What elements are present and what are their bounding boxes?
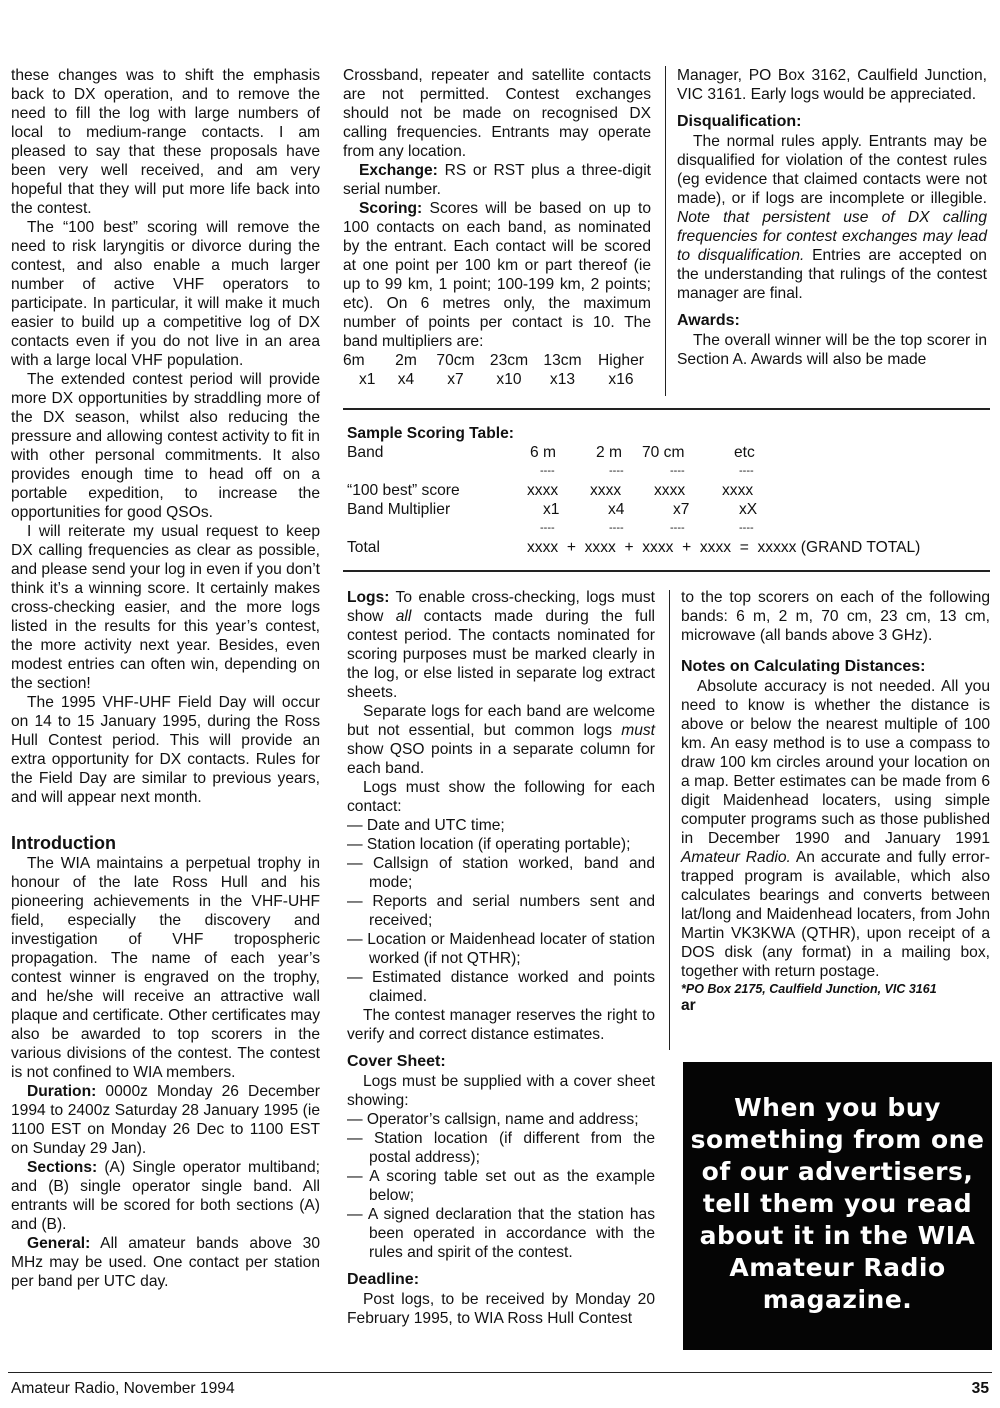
paragraph: The 1995 VHF-UHF Field Day will occur on 14 to 15 January 1995, during the Ross Hull Contest period. This will provide an extra opportunity for DX contacts. Rules for the Field Day are similar to previous years, and will appear next month. <box>11 694 320 806</box>
table-cell: 6 m <box>530 444 556 461</box>
page-number: 35 <box>971 1380 989 1397</box>
list-item: — A signed declaration that the station has been operated in accordance with the rules and spirit of the contest. <box>347 1206 655 1261</box>
ad-line: tell them you read <box>702 1189 973 1218</box>
column-divider <box>665 66 666 396</box>
text: contacts made during the full contest period. The contacts nominated for scoring purposes must be marked clearly in the log, or else listed in separate log extract sheets. <box>347 608 655 701</box>
column-3-top <box>677 66 987 369</box>
paragraph: Manager, PO Box 3162, Caulfield Junction, VIC 3161. Early logs would be appreciated. <box>677 67 987 103</box>
section-heading-disqualification: Disqualification: <box>677 113 802 130</box>
emphasis-text: Note that persistent use of DX calling frequencies for contest exchanges may lead to disqualification. <box>677 209 987 264</box>
multipliers-row <box>343 370 651 389</box>
paragraph-duration <box>11 1082 320 1158</box>
advertisement-box <box>683 1062 992 1350</box>
paragraph: The contest manager reserves the right to verify and correct distance estimates. <box>347 1007 655 1043</box>
section-heading-introduction: Introduction <box>11 833 116 853</box>
emphasis-text: must <box>621 722 655 739</box>
table-cell: etc <box>734 444 755 461</box>
paragraph-scoring <box>343 199 651 351</box>
table-cell: Band Multiplier <box>347 501 451 518</box>
table-cell: Band <box>347 444 384 461</box>
column-2-bottom <box>347 588 655 1328</box>
paragraph: Logs must be supplied with a cover sheet showing: <box>347 1073 655 1109</box>
ad-line: magazine. <box>762 1285 913 1314</box>
multiplier: x16 <box>608 371 634 388</box>
text: An accurate and fully error-trapped program is available, which also calculates bearings and converts between lat/long and Maidenhead locaters, from John Martin VK3KWA (QTHR), upon receipt of a DOS disk (any format) in a mailing box, together with return postage. <box>681 849 990 980</box>
list-item: — Reports and serial numbers sent and received; <box>347 893 655 929</box>
label: Scoring: <box>359 200 423 217</box>
text: 0000z Monday 26 December 1994 to 2400z Saturday 28 January 1995 (ie 1100 EST on Monday 26 Dec to 1100 EST on Sunday 29 Jan). <box>11 1083 320 1157</box>
section-heading-cover-sheet: Cover Sheet: <box>347 1053 446 1070</box>
paragraph-sections <box>11 1158 320 1234</box>
text: Entries are accepted on the understanding that rulings of the contest manager are final. <box>677 247 987 302</box>
text: To enable cross-checking, logs must show <box>347 589 655 625</box>
text: Scores will be based on up to 100 contacts on each band, as nominated by the entrant. Each contact will be scored at one point per 100 km or part thereof (ie up to 99 km, 1 point; 100-199 km, 2 points; etc). On 6 metres only, the maximum number of points per contact is 10. The band multipliers are: <box>343 200 651 350</box>
list-item: — Station location (if operating portable); <box>347 836 631 853</box>
multiplier: x4 <box>397 371 415 388</box>
table-dash: ---- <box>540 465 555 477</box>
text: RS or RST plus a three-digit serial number. <box>343 162 651 198</box>
publication-name: Amateur Radio, November 1994 <box>11 1380 235 1397</box>
table-cell: x4 <box>608 501 625 518</box>
column-divider <box>669 590 670 1050</box>
paragraph: Post logs, to be received by Monday 20 February 1995, to WIA Ross Hull Contest <box>347 1291 655 1327</box>
label: Exchange: <box>359 162 438 179</box>
multiplier: x1 <box>359 371 376 388</box>
paragraph-awards: The overall winner will be the top scorer in Section A. Awards will also be made <box>677 332 987 368</box>
column-2-top <box>343 66 651 389</box>
table-row <box>347 481 987 500</box>
band-name: 2m <box>395 352 417 369</box>
paragraph: I will reiterate my usual request to keep DX calling frequencies as clear as possible, and please send your log in even if you don’t think it’s a winning score. It certainly makes cross-checking easier, and the more logs listed in the results for this year’s contest, the more activity next year. Besides, even modest entries can often win, depending on the section! <box>11 523 320 692</box>
paragraph: The “100 best” scoring will remove the need to risk laryngitis or divorce during the contest, and also enable a much larger number of active VHF operators to participate. In particular, it will make it much easier to build up a competitive log of DX contacts even if you do not live in an area with a large local VHF population. <box>11 219 320 369</box>
table-cell: xxxx <box>590 482 622 499</box>
table-cell: 2 m <box>596 444 622 461</box>
emphasis-text: Amateur Radio. <box>681 849 791 866</box>
table-row <box>347 500 987 519</box>
table-bottom-rule <box>343 570 990 572</box>
text: (A) Single operator multiband; and (B) single operator single band. All entrants will be scored for both sections (A) and (B). <box>11 1159 320 1233</box>
ad-line: of our advertisers, <box>701 1157 974 1186</box>
table-dash: ---- <box>609 522 624 534</box>
table-cell: 70 cm <box>642 444 685 461</box>
emphasis-text: all <box>395 608 412 625</box>
label: General: <box>27 1235 91 1252</box>
list-item: — Location or Maidenhead locater of station worked (if not QTHR); <box>347 931 655 967</box>
band-name: 23cm <box>489 352 529 369</box>
list-item: — Operator’s callsign, name and address; <box>347 1111 639 1128</box>
band-names-row <box>343 351 651 370</box>
table-dash: ---- <box>739 522 754 534</box>
table-dash: ---- <box>609 465 624 477</box>
table-cell: x7 <box>673 501 690 518</box>
table-total-row <box>347 538 987 557</box>
table-dash: ---- <box>670 465 685 477</box>
table-dash-row <box>347 519 987 538</box>
table-top-rule <box>343 408 990 410</box>
text: All amateur bands above 30 MHz may be used. One contact per station per band per UTC day. <box>11 1235 320 1290</box>
list-item: — Date and UTC time; <box>347 817 505 834</box>
ad-line: When you buy <box>734 1093 941 1122</box>
table-header-row <box>347 443 987 462</box>
section-heading-notes: Notes on Calculating Distances: <box>681 658 926 675</box>
label: Duration: <box>27 1083 97 1100</box>
band-name: 6m <box>343 352 365 369</box>
list-item: — Callsign of station worked, band and mode; <box>347 855 655 891</box>
text: Separate logs for each band are welcome but not essential, but common logs <box>347 703 655 739</box>
ad-line: about it in the WIA <box>699 1221 976 1250</box>
table-total: xxxx + xxxx + xxxx + xxxx = xxxxx (GRAND TOTAL) <box>527 539 921 556</box>
text: Absolute accuracy is not needed. All you need to know is whether the distance is above or below the nearest multiple of 100 km. An easy method is to use a compass to draw 100 km circles around your location on a map. Better estimates can be made from 6 digit Maidenhead locaters, using simple computer programs such as those published in December 1990 and January 1991 <box>681 678 990 847</box>
end-mark: ar <box>681 997 696 1014</box>
table-cell: xxxx <box>722 482 754 499</box>
list-item: — Station location (if different from the postal address); <box>347 1130 655 1166</box>
table-dash: ---- <box>670 522 685 534</box>
ad-line: something from one <box>690 1125 985 1154</box>
paragraph: Logs must show the following for each contact: <box>347 779 655 815</box>
column-1 <box>11 66 320 1291</box>
section-heading-deadline: Deadline: <box>347 1271 420 1288</box>
table-cell: “100 best” score <box>347 482 460 499</box>
band-name: 70cm <box>436 352 475 369</box>
label: Logs: <box>347 589 390 606</box>
paragraph-general <box>11 1234 320 1291</box>
table-title: Sample Scoring Table: <box>347 425 514 442</box>
text: The normal rules apply. Entrants may be disqualified for violation of the contest rules (eg evidence that claimed contacts were not made), or if logs are incomplete or illegible. <box>677 133 987 207</box>
section-heading-awards: Awards: <box>677 312 740 329</box>
footer-rule <box>8 1372 992 1373</box>
paragraph-logs <box>347 588 655 702</box>
table-cell: xxxx <box>527 482 559 499</box>
band-name: Higher <box>598 352 644 369</box>
table-cell: x1 <box>543 501 560 518</box>
paragraph: to the top scorers on each of the following bands: 6 m, 2 m, 70 cm, 23 cm, 13 cm, microwave (all bands above 3 GHz). <box>681 589 990 644</box>
band-name: 13cm <box>543 352 582 369</box>
paragraph: The WIA maintains a perpetual trophy in honour of the late Ross Hull and his pioneering achievements in the VHF-UHF field, especially the discovery and investigation of VHF tropospheric propagation. The name of each year’s contest winner is engraved on the trophy, and he/she will receive an attractive wall plaque and certificate. Other certificates may also be awarded to top scorers in the various divisions of the contest. The contest is not confined to WIA members. <box>11 855 320 1081</box>
text: show QSO points in a separate column for each band. <box>347 741 655 777</box>
table-cell: xX <box>739 501 758 518</box>
paragraph <box>681 677 990 981</box>
paragraph-exchange <box>343 161 651 199</box>
list-item: — A scoring table set out as the example below; <box>347 1168 655 1204</box>
multiplier: x13 <box>549 371 576 388</box>
table-dash: ---- <box>540 522 555 534</box>
paragraph: these changes was to shift the emphasis back to DX operation, and to remove the need to fill the log with large numbers of local to medium-range contacts. I am pleased to say that these proposals have been very well received, and am very hopeful that they will put more life back into the contest. <box>11 67 320 217</box>
paragraph-disqualification <box>677 132 987 303</box>
table-dash: ---- <box>739 465 754 477</box>
table-cell: xxxx <box>654 482 686 499</box>
table-dash-row <box>347 462 987 481</box>
paragraph: The extended contest period will provide more DX opportunities by straddling more of the DX season, whilst also reducing the pressure and allowing contest activity to fit in with other personal commitments. It also provides enough time to head off on a portable expedition, to increase the opportunities for good QSOs. <box>11 371 320 521</box>
paragraph <box>347 702 655 778</box>
label: Sections: <box>27 1159 98 1176</box>
paragraph: Crossband, repeater and satellite contacts are not permitted. Contest exchanges should not be made on recognised DX calling frequencies. Entrants may operate from any location. <box>343 67 651 160</box>
sample-scoring-table <box>347 424 987 557</box>
multiplier: x10 <box>496 371 522 388</box>
list-item: — Estimated distance worked and points claimed. <box>347 969 655 1005</box>
ad-line: Amateur Radio <box>729 1253 946 1282</box>
column-3-bottom <box>681 588 990 1015</box>
author-address: *PO Box 2175, Caulfield Junction, VIC 3161 <box>681 982 937 996</box>
table-cell: Total <box>347 539 380 556</box>
multiplier: x7 <box>447 371 464 388</box>
